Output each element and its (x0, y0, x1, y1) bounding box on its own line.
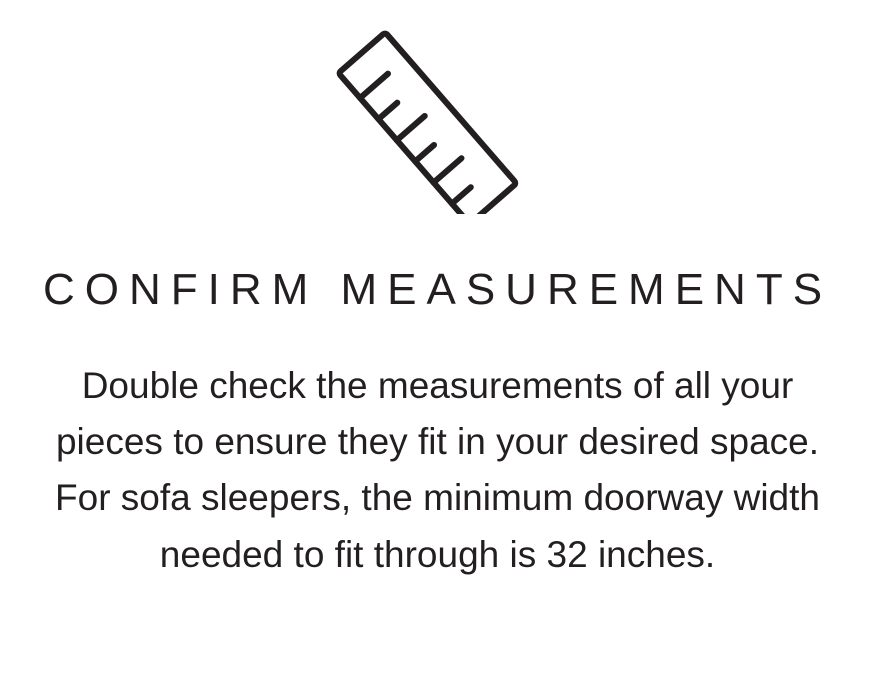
page-title: CONFIRM MEASUREMENTS (42, 265, 833, 314)
ruler-icon (278, 24, 598, 214)
description-text: Double check the measurements of all your pieces to ensure they fit in your desired space. For sofa sleepers, the minimum doorway width needed to fit through is 32 inches. (55, 365, 820, 575)
